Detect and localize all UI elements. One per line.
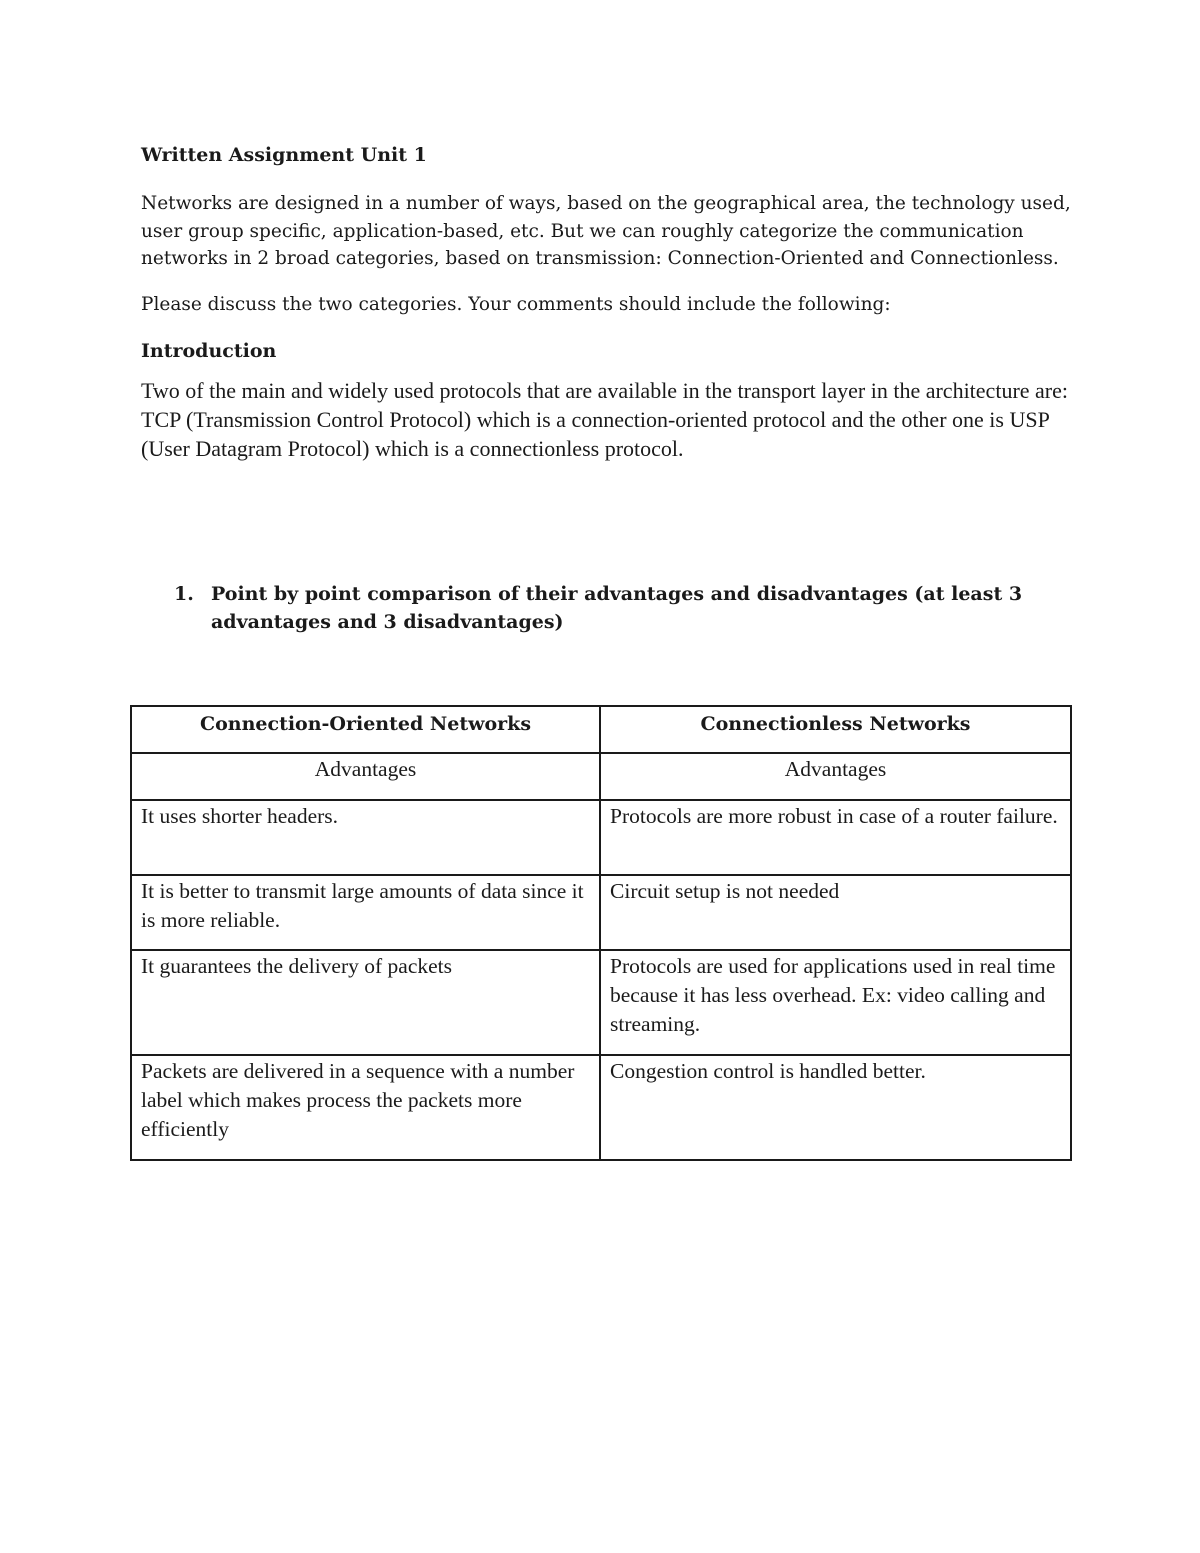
table-header-row (131, 706, 1071, 753)
table-cell: Protocols are more robust in case of a router failure. (600, 800, 1071, 875)
table-cell: It uses shorter headers. (131, 800, 600, 875)
table-cell: Congestion control is handled better. (600, 1055, 1071, 1160)
document-page (141, 140, 1071, 1141)
table-cell: Protocols are used for applications used in real time because it has less overhead. Ex: video calling and streaming. (600, 950, 1071, 1055)
document-title: Written Assignment Unit 1 (141, 144, 427, 166)
table-subheader-row (131, 753, 1071, 800)
subheader-advantages-left: Advantages (131, 753, 600, 800)
table-cell: It guarantees the delivery of packets (131, 950, 600, 1055)
header-connection-oriented: Connection-Oriented Networks (131, 706, 600, 753)
prompt-paragraph: Please discuss the two categories. Your comments should include the following: (141, 293, 891, 315)
subheader-advantages-right: Advantages (600, 753, 1071, 800)
section-heading: Introduction (141, 340, 277, 362)
table-row (131, 950, 1071, 1055)
table-cell: It is better to transmit large amounts of data since it is more reliable. (131, 875, 600, 950)
list-item-number: 1. (174, 583, 194, 605)
numbered-list-item (174, 580, 1034, 636)
header-connectionless: Connectionless Networks (600, 706, 1071, 753)
table-row (131, 800, 1071, 875)
comparison-table (130, 705, 1072, 1161)
section-paragraph: Two of the main and widely used protocols that are available in the transport layer in the architecture are: TCP (Transmission Control Protocol) which is a connection-oriented protocol and the other one is USP (User Datagram Protocol) which is a connectionless protocol. (141, 378, 1068, 461)
intro-paragraph: Networks are designed in a number of ways, based on the geographical area, the technology used, user group specific, application-based, etc. But we can roughly categorize the communication networks in 2 broad categories, based on transmission: Connection-Oriented and Connectionless. (141, 193, 1071, 269)
table-cell: Circuit setup is not needed (600, 875, 1071, 950)
table-row (131, 875, 1071, 950)
list-item-text: Point by point comparison of their advantages and disadvantages (at least 3 advantages and 3 disadvantages) (211, 583, 1023, 633)
table-row (131, 1055, 1071, 1160)
table-cell: Packets are delivered in a sequence with a number label which makes process the packets more efficiently (131, 1055, 600, 1160)
